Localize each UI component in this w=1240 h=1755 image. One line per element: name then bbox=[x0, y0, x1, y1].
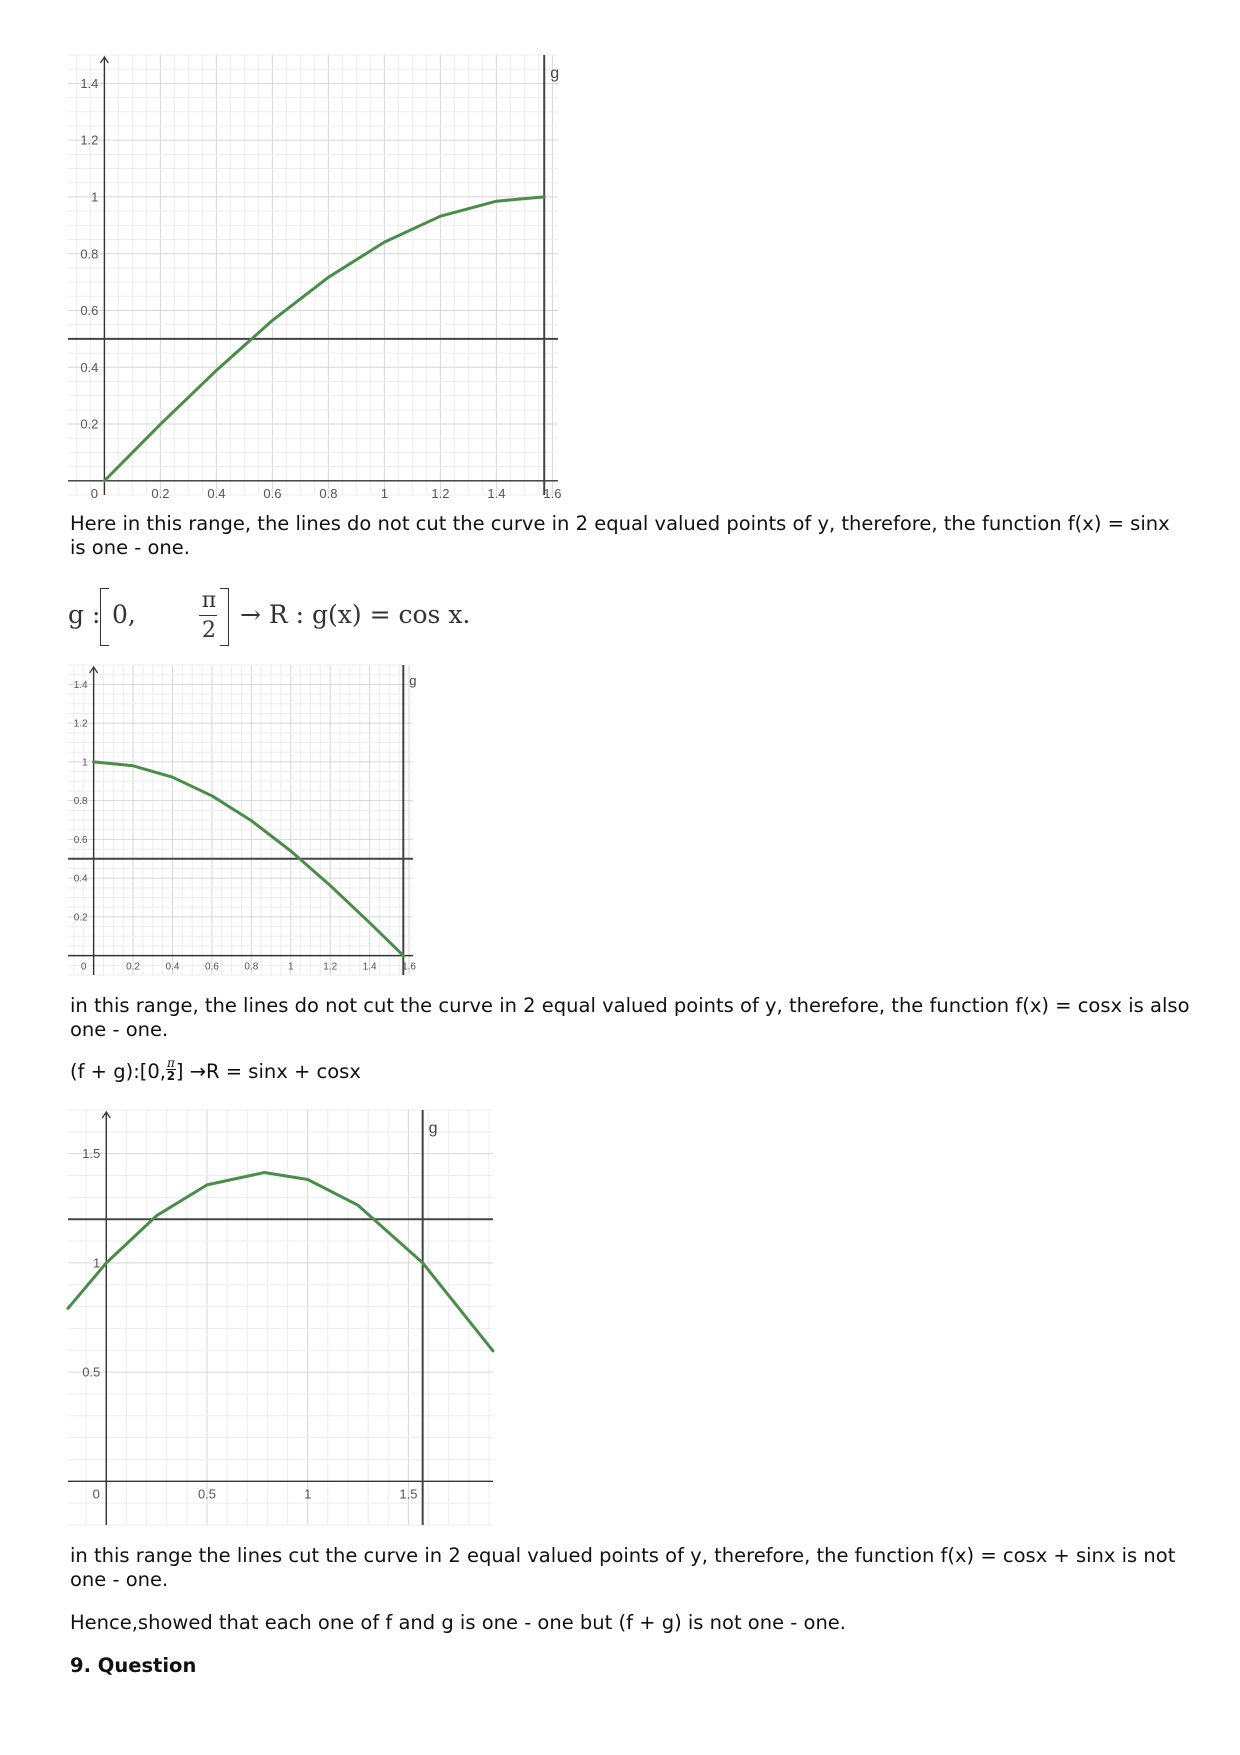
y-tick-label: 1 bbox=[93, 1255, 101, 1271]
y-tick-label: 1.4 bbox=[80, 75, 99, 91]
x-tick-label: 1.6 bbox=[402, 961, 417, 973]
x-tick-label: 1.5 bbox=[399, 1486, 418, 1502]
y-tick-label: 1.5 bbox=[82, 1146, 101, 1162]
y-tick-label: 0.4 bbox=[73, 873, 88, 885]
x-tick-label: 0 bbox=[92, 1486, 100, 1502]
x-tick-label: 1.6 bbox=[543, 485, 562, 501]
cos-function-definition bbox=[68, 582, 488, 654]
pi-numerator: π bbox=[166, 1056, 175, 1070]
formula-two: 2 bbox=[202, 618, 216, 643]
x-tick-label: 0.4 bbox=[165, 961, 180, 973]
cos-graph bbox=[68, 665, 417, 975]
x-tick-label: 1 bbox=[304, 1486, 312, 1502]
x-tick-label: 1 bbox=[287, 961, 294, 973]
sum-explanation: in this range the lines cut the curve in 2 equal valued points of y, therefore, the function f(x) = cosx + sinx is not one - one. bbox=[70, 1544, 1176, 1591]
vertical-line-label: g bbox=[428, 1120, 438, 1137]
formula-fraction-bar bbox=[199, 615, 217, 616]
sum-lhs: (f + g):[0, bbox=[70, 1060, 166, 1083]
x-tick-label: 0.6 bbox=[263, 485, 282, 501]
y-tick-label: 0.2 bbox=[80, 416, 99, 432]
sin-graph bbox=[68, 55, 562, 501]
sin-plus-cos-graph bbox=[68, 1110, 493, 1525]
y-tick-label: 1.4 bbox=[73, 679, 88, 691]
right-bracket bbox=[220, 588, 229, 646]
y-tick-label: 0.8 bbox=[80, 246, 99, 262]
x-tick-label: 0 bbox=[90, 485, 99, 501]
vertical-line-label: g bbox=[409, 673, 417, 688]
x-tick-label: 1.2 bbox=[323, 961, 338, 973]
x-tick-label: 0.6 bbox=[204, 961, 219, 973]
pi-over-two bbox=[166, 1057, 176, 1082]
grid bbox=[68, 1110, 493, 1525]
x-tick-label: 0.8 bbox=[319, 485, 338, 501]
y-tick-label: 0.4 bbox=[80, 359, 99, 375]
formula-pi: π bbox=[201, 588, 217, 613]
conclusion: Hence,showed that each one of f and g is one - one but (f + g) is not one - one. bbox=[70, 1611, 847, 1634]
x-tick-label: 1.4 bbox=[487, 485, 506, 501]
x-tick-label: 0.4 bbox=[207, 485, 226, 501]
grid bbox=[68, 665, 413, 975]
cos-explanation: in this range, the lines do not cut the curve in 2 equal valued points of y, therefore, the function f(x) = cosx is also one - one. bbox=[70, 994, 1190, 1041]
y-tick-label: 0.5 bbox=[82, 1364, 101, 1380]
y-tick-label: 0.8 bbox=[73, 796, 88, 808]
sum-rhs: ] →R = sinx + cosx bbox=[175, 1060, 361, 1083]
two-denominator: 2 bbox=[166, 1069, 176, 1083]
grid bbox=[68, 55, 558, 495]
x-tick-label: 0.8 bbox=[244, 961, 259, 973]
x-tick-label: 1.2 bbox=[431, 485, 450, 501]
y-tick-label: 0.6 bbox=[80, 303, 99, 319]
y-tick-label: 1 bbox=[82, 757, 88, 769]
y-tick-label: 1.2 bbox=[80, 132, 99, 148]
formula-zero: 0, bbox=[112, 600, 136, 629]
left-bracket bbox=[100, 588, 109, 646]
y-tick-label: 1 bbox=[91, 189, 99, 205]
question-heading: 9. Question bbox=[70, 1654, 197, 1677]
function-curve bbox=[68, 1173, 493, 1351]
x-tick-label: 1.4 bbox=[362, 961, 377, 973]
x-tick-label: 0.2 bbox=[126, 961, 141, 973]
y-tick-label: 0.6 bbox=[73, 834, 88, 846]
x-tick-label: 0 bbox=[80, 961, 87, 973]
x-tick-label: 0.5 bbox=[197, 1486, 217, 1502]
x-tick-label: 1 bbox=[380, 485, 389, 501]
vertical-line-label: g bbox=[550, 65, 560, 82]
sum-function-definition bbox=[70, 1056, 1190, 1084]
y-tick-label: 1.2 bbox=[73, 718, 88, 730]
formula-g-label: g : bbox=[68, 600, 101, 629]
sin-explanation: Here in this range, the lines do not cut the curve in 2 equal valued points of y, therefore, the function f(x) = sinx is one - one. bbox=[70, 512, 1170, 559]
formula-rhs: → R : g(x) = cos x. bbox=[240, 600, 471, 629]
y-tick-label: 0.2 bbox=[73, 912, 88, 924]
x-tick-label: 0.2 bbox=[151, 485, 170, 501]
